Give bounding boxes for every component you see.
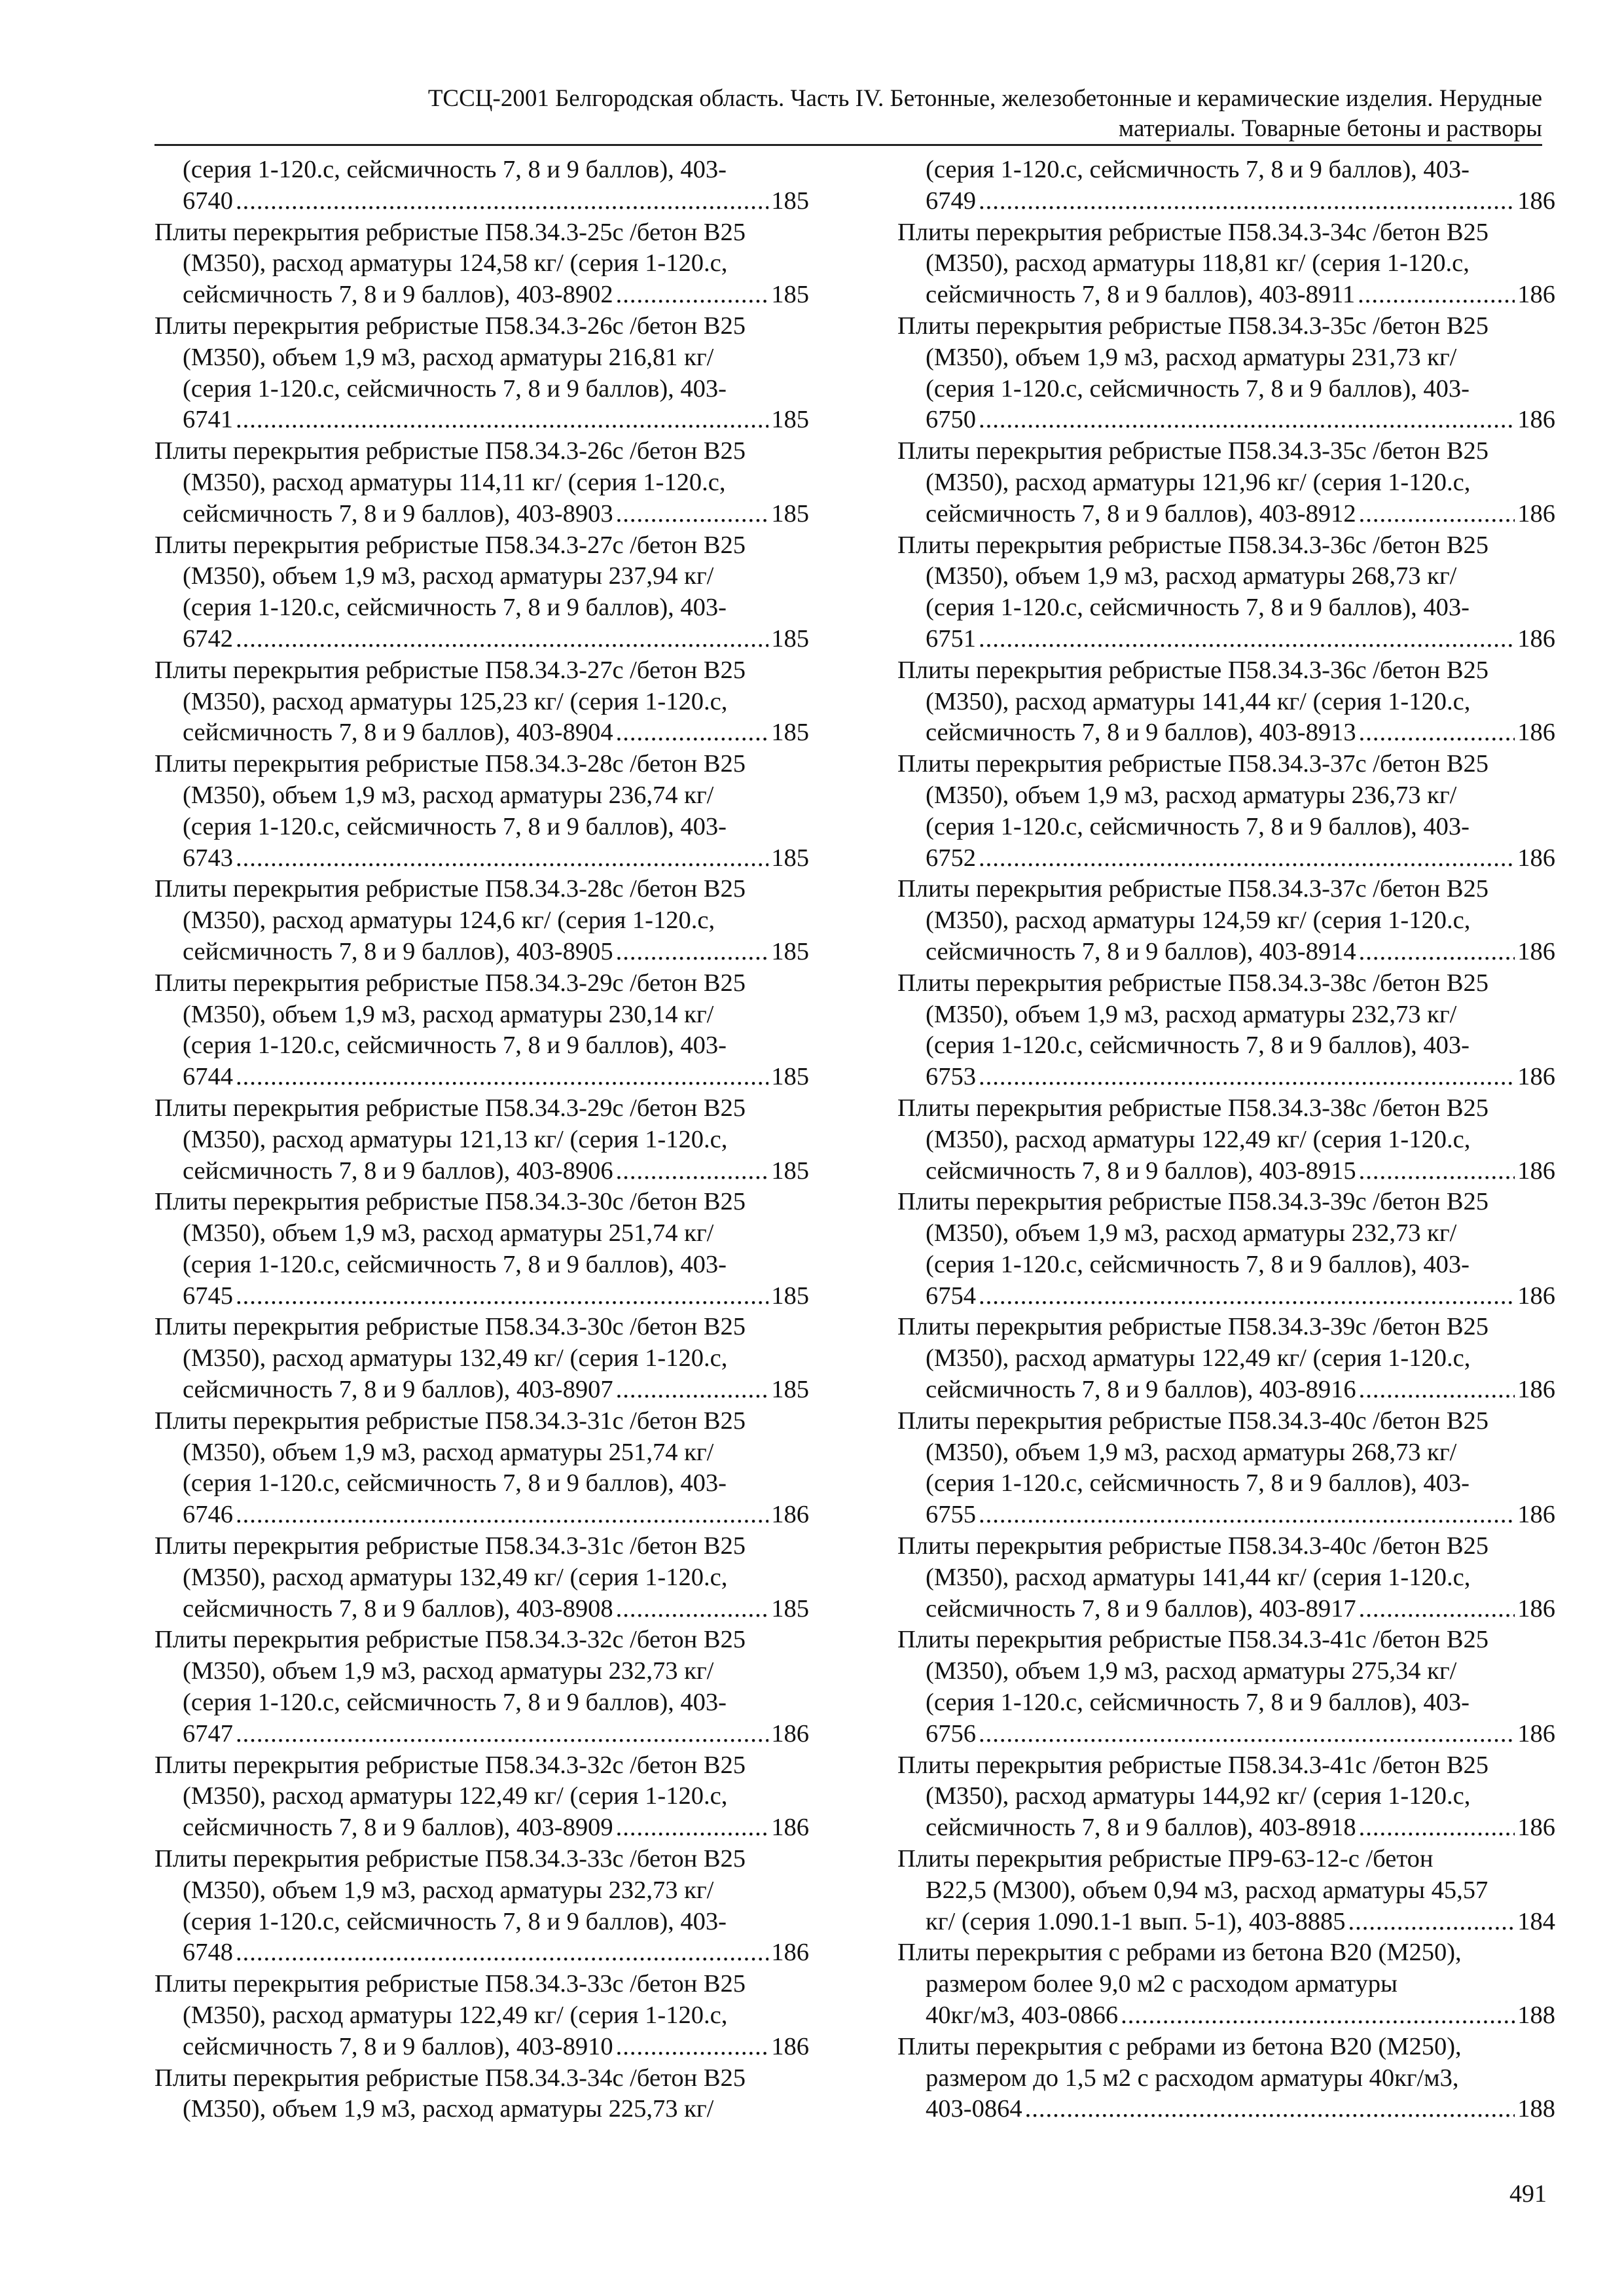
entry-text-line: (серия 1-120.с, сейсмичность 7, 8 и 9 баллов), 403- (183, 1031, 727, 1060)
entry-page-number: 185 (771, 1376, 809, 1404)
entry-text-line: (серия 1-120.с, сейсмичность 7, 8 и 9 баллов), 403- (183, 156, 727, 183)
entry-reference: сейсмичность 7, 8 и 9 баллов), 403-8913 (926, 719, 1356, 747)
entry-text-line: Плиты перекрытия ребристые П58.34.3-28с /бетон В25 (154, 750, 746, 778)
dot-leader (1359, 499, 1515, 530)
entry-page-number: 186 (1517, 624, 1555, 653)
index-entry (897, 1750, 1555, 1844)
entry-text-line: (М350), объем 1,9 м3, расход арматуры 275,34 кг/ (926, 1657, 1457, 1685)
entry-text-line: Плиты перекрытия ребристые П58.34.3-41с /бетон В25 (897, 1626, 1489, 1654)
entry-page-number: 186 (1517, 1501, 1555, 1529)
entry-text-line: Плиты перекрытия ребристые П58.34.3-30с /бетон В25 (154, 1188, 746, 1216)
entry-reference: сейсмичность 7, 8 и 9 баллов), 403-8912 (926, 499, 1356, 528)
entry-leader-line (897, 843, 1555, 874)
entry-leader-line (897, 1062, 1555, 1093)
dot-leader (236, 1719, 768, 1750)
dot-leader (236, 1937, 768, 1969)
entry-text-line: (серия 1-120.с, сейсмичность 7, 8 и 9 баллов), 403- (183, 1907, 727, 1935)
entry-reference: сейсмичность 7, 8 и 9 баллов), 403-8905 (183, 937, 613, 965)
entry-leader-line (154, 624, 809, 655)
entry-page-number: 185 (771, 1594, 809, 1623)
entry-text-line: (М350), расход арматуры 141,44 кг/ (серия 1-120.с, (926, 1563, 1471, 1591)
entry-page-number: 185 (771, 719, 809, 747)
index-entry (154, 1312, 809, 1405)
index-column-left (154, 154, 809, 2125)
index-entry (154, 1531, 809, 1624)
index-entry (897, 2032, 1555, 2125)
entry-text-line: Плиты перекрытия ребристые П58.34.3-41с /бетон В25 (897, 1751, 1489, 1779)
entry-text-line: (М350), объем 1,9 м3, расход арматуры 232,73 кг/ (926, 1219, 1457, 1247)
dot-leader (1359, 1812, 1515, 1844)
entry-text-line: (серия 1-120.с, сейсмичность 7, 8 и 9 баллов), 403- (926, 1469, 1470, 1498)
index-entry (154, 311, 809, 436)
entry-reference: 6749 (926, 187, 976, 215)
entry-page-number: 186 (1517, 1063, 1555, 1091)
entry-leader-line (154, 1719, 809, 1750)
entry-page-number: 185 (771, 187, 809, 215)
index-entry (154, 874, 809, 967)
entry-leader-line (897, 1499, 1555, 1531)
entry-page-number: 186 (1517, 1376, 1555, 1404)
index-entry (897, 1406, 1555, 1531)
entry-reference: сейсмичность 7, 8 и 9 баллов), 403-8909 (183, 1814, 613, 1842)
index-entry (897, 1531, 1555, 1624)
dot-leader (616, 2032, 769, 2063)
entry-text-line: (серия 1-120.с, сейсмичность 7, 8 и 9 баллов), 403- (926, 1031, 1470, 1060)
entry-text-line: (М350), расход арматуры 122,49 кг/ (серия 1-120.с, (926, 1125, 1471, 1153)
entry-page-number: 186 (771, 1814, 809, 1842)
entry-leader-line (154, 1281, 809, 1312)
entry-reference: 6750 (926, 406, 976, 434)
entry-text-line: Плиты перекрытия ребристые П58.34.3-34с /бетон В25 (897, 218, 1489, 246)
dot-leader (616, 1374, 769, 1406)
entry-text-line: Плиты перекрытия ребристые П58.34.3-26с /бетон В25 (154, 312, 746, 340)
entry-reference: сейсмичность 7, 8 и 9 баллов), 403-8903 (183, 499, 613, 528)
entry-page-number: 186 (1517, 1282, 1555, 1310)
entry-text-line: Плиты перекрытия ребристые ПР9-63-12-с /бетон (897, 1845, 1434, 1873)
dot-leader (236, 1062, 768, 1093)
entry-page-number: 186 (1517, 937, 1555, 965)
dot-leader (236, 1499, 768, 1531)
entry-text-line: Плиты перекрытия с ребрами из бетона В20 (М250), (897, 2032, 1462, 2060)
entry-reference: сейсмичность 7, 8 и 9 баллов), 403-8914 (926, 937, 1356, 965)
entry-text-line: размером более 9,0 м2 с расходом арматуры (926, 1970, 1398, 1998)
entry-text-line: (М350), объем 1,9 м3, расход арматуры 216,81 кг/ (183, 343, 714, 371)
index-entry (154, 530, 809, 655)
entry-text-line: Плиты перекрытия ребристые П58.34.3-29с /бетон В25 (154, 969, 746, 997)
entry-leader-line (897, 1594, 1555, 1625)
entry-text-line: (М350), расход арматуры 122,49 кг/ (серия 1-120.с, (926, 1344, 1471, 1372)
index-entry (154, 1844, 809, 1969)
entry-leader-line (154, 843, 809, 874)
entry-page-number: 186 (1517, 1814, 1555, 1842)
entry-text-line: Плиты перекрытия ребристые П58.34.3-40с /бетон В25 (897, 1532, 1489, 1560)
entry-text-line: Плиты перекрытия ребристые П58.34.3-38с /бетон В25 (897, 969, 1489, 997)
entry-text-line: Плиты перекрытия ребристые П58.34.3-26с /бетон В25 (154, 437, 746, 465)
entry-page-number: 186 (1517, 406, 1555, 434)
index-entry (154, 217, 809, 311)
entry-reference: 6754 (926, 1282, 976, 1310)
running-header (154, 84, 1542, 146)
entry-text-line: Плиты перекрытия ребристые П58.34.3-32с /бетон В25 (154, 1626, 746, 1654)
index-entry (897, 436, 1555, 529)
entry-text-line: (серия 1-120.с, сейсмичность 7, 8 и 9 баллов), 403- (926, 1250, 1470, 1278)
entry-leader-line (154, 1156, 809, 1187)
entry-page-number: 185 (771, 937, 809, 965)
entry-reference: 6740 (183, 187, 233, 215)
dot-leader (1348, 1907, 1515, 1938)
entry-page-number: 185 (771, 1157, 809, 1185)
entry-leader-line (154, 1594, 809, 1625)
index-entry (154, 2063, 809, 2126)
entry-reference: сейсмичность 7, 8 и 9 баллов), 403-8916 (926, 1376, 1356, 1404)
entry-leader-line (154, 2032, 809, 2063)
entry-text-line: Плиты перекрытия с ребрами из бетона В20 (М250), (897, 1939, 1462, 1967)
entry-text-line: (серия 1-120.с, сейсмичность 7, 8 и 9 баллов), 403- (926, 594, 1470, 622)
dot-leader (616, 1594, 769, 1625)
entry-text-line: (М350), расход арматуры 124,58 кг/ (серия 1-120.с, (183, 249, 728, 278)
entry-text-line: (М350), расход арматуры 122,49 кг/ (серия 1-120.с, (183, 2001, 728, 2030)
entry-text-line: (серия 1-120.с, сейсмичность 7, 8 и 9 баллов), 403- (926, 374, 1470, 403)
entry-page-number: 184 (1517, 1907, 1555, 1935)
entry-text-line: (М350), объем 1,9 м3, расход арматуры 237,94 кг/ (183, 562, 714, 590)
entry-text-line: Плиты перекрытия ребристые П58.34.3-35с /бетон В25 (897, 437, 1489, 465)
entry-leader-line (154, 186, 809, 217)
entry-text-line: В22,5 (М300), объем 0,94 м3, расход арматуры 45,57 (926, 1876, 1489, 1904)
entry-text-line: Плиты перекрытия ребристые П58.34.3-25с /бетон В25 (154, 218, 746, 246)
entry-text-line: Плиты перекрытия ребристые П58.34.3-36с /бетон В25 (897, 656, 1489, 684)
page-number: 491 (1509, 2180, 1547, 2208)
entry-text-line: (М350), расход арматуры 121,96 кг/ (серия 1-120.с, (926, 468, 1471, 496)
entry-text-line: (серия 1-120.с, сейсмичность 7, 8 и 9 баллов), 403- (183, 594, 727, 622)
entry-text-line: Плиты перекрытия ребристые П58.34.3-27с /бетон В25 (154, 656, 746, 684)
dot-leader (616, 1156, 769, 1187)
entry-text-line: Плиты перекрытия ребристые П58.34.3-36с /бетон В25 (897, 531, 1489, 559)
entry-leader-line (897, 1281, 1555, 1312)
entry-leader-line (897, 2094, 1555, 2125)
entry-reference: сейсмичность 7, 8 и 9 баллов), 403-8911 (926, 281, 1356, 309)
index-entry (897, 1187, 1555, 1312)
entry-reference: 6746 (183, 1501, 233, 1529)
entry-text-line: (М350), расход арматуры 122,49 кг/ (серия 1-120.с, (183, 1782, 728, 1810)
entry-leader-line (154, 1937, 809, 1969)
entry-leader-line (897, 1374, 1555, 1406)
entry-reference: сейсмичность 7, 8 и 9 баллов), 403-8915 (926, 1157, 1356, 1185)
dot-leader (979, 1062, 1515, 1093)
index-entry (897, 1937, 1555, 2031)
entry-text-line: Плиты перекрытия ребристые П58.34.3-31с /бетон В25 (154, 1407, 746, 1435)
entry-leader-line (154, 279, 809, 311)
entry-reference: 6752 (926, 844, 976, 872)
entry-leader-line (154, 1812, 809, 1844)
entry-leader-line (897, 499, 1555, 530)
entry-reference: сейсмичность 7, 8 и 9 баллов), 403-8907 (183, 1376, 613, 1404)
entry-page-number: 186 (1517, 187, 1555, 215)
entry-text-line: (серия 1-120.с, сейсмичность 7, 8 и 9 баллов), 403- (926, 156, 1470, 183)
dot-leader (979, 843, 1515, 874)
dot-leader (979, 1719, 1515, 1750)
index-column-right (897, 154, 1555, 2125)
dot-leader (979, 186, 1515, 217)
entry-text-line: (М350), объем 1,9 м3, расход арматуры 268,73 кг/ (926, 1438, 1457, 1466)
entry-leader-line (154, 499, 809, 530)
entry-text-line: (М350), объем 1,9 м3, расход арматуры 230,14 кг/ (183, 1000, 714, 1028)
entry-text-line: Плиты перекрытия ребристые П58.34.3-30с /бетон В25 (154, 1313, 746, 1341)
entry-leader-line (897, 186, 1555, 217)
entry-text-line: (М350), расход арматуры 132,49 кг/ (серия 1-120.с, (183, 1344, 728, 1372)
entry-text-line: (М350), объем 1,9 м3, расход арматуры 251,74 кг/ (183, 1438, 714, 1466)
entry-text-line: Плиты перекрытия ребристые П58.34.3-27с /бетон В25 (154, 531, 746, 559)
entry-page-number: 186 (1517, 719, 1555, 747)
dot-leader (616, 279, 769, 311)
entry-text-line: Плиты перекрытия ребристые П58.34.3-37с /бетон В25 (897, 875, 1489, 903)
dot-leader (1359, 1156, 1515, 1187)
dot-leader (236, 186, 768, 217)
entry-reference: сейсмичность 7, 8 и 9 баллов), 403-8902 (183, 281, 613, 309)
index-entry (154, 1624, 809, 1749)
entry-text-line: (серия 1-120.с, сейсмичность 7, 8 и 9 баллов), 403- (183, 1250, 727, 1278)
entry-page-number: 186 (1517, 1719, 1555, 1748)
dot-leader (236, 404, 768, 436)
dot-leader (616, 937, 769, 968)
entry-text-line: Плиты перекрытия ребристые П58.34.3-33с /бетон В25 (154, 1845, 746, 1873)
entry-page-number: 186 (771, 1501, 809, 1529)
entry-page-number: 186 (771, 1719, 809, 1748)
entry-page-number: 185 (771, 406, 809, 434)
dot-leader (616, 717, 769, 749)
entry-leader-line (154, 1499, 809, 1531)
entry-reference: кг/ (серия 1.090.1-1 вып. 5-1), 403-8885 (926, 1907, 1346, 1935)
entry-text-line: (М350), объем 1,9 м3, расход арматуры 232,73 кг/ (183, 1876, 714, 1904)
entry-text-line: (М350), объем 1,9 м3, расход арматуры 231,73 кг/ (926, 343, 1457, 371)
index-entry (897, 530, 1555, 655)
entry-page-number: 186 (771, 2032, 809, 2060)
index-entry (154, 1187, 809, 1312)
dot-leader (236, 843, 768, 874)
header-line-2: материалы. Товарные бетоны и растворы (1118, 115, 1542, 142)
index-entry (154, 1406, 809, 1531)
entry-reference: сейсмичность 7, 8 и 9 баллов), 403-8917 (926, 1594, 1356, 1623)
index-entry (897, 874, 1555, 967)
entry-reference: сейсмичность 7, 8 и 9 баллов), 403-8906 (183, 1157, 613, 1185)
entry-reference: 6755 (926, 1501, 976, 1529)
entry-text-line: (М350), расход арматуры 125,23 кг/ (серия 1-120.с, (183, 687, 728, 715)
entry-page-number: 185 (771, 844, 809, 872)
entry-page-number: 185 (771, 281, 809, 309)
index-entry (154, 154, 809, 217)
index-entry (897, 1844, 1555, 1937)
entry-text-line: (М350), расход арматуры 114,11 кг/ (серия 1-120.с, (183, 468, 726, 496)
entry-reference: 6743 (183, 844, 233, 872)
index-entry (897, 154, 1555, 217)
entry-page-number: 186 (771, 1939, 809, 1967)
entry-page-number: 186 (1517, 499, 1555, 528)
entry-reference: 6756 (926, 1719, 976, 1748)
entry-text-line: (М350), расход арматуры 141,44 кг/ (серия 1-120.с, (926, 687, 1471, 715)
entry-leader-line (897, 279, 1555, 311)
entry-reference: 6753 (926, 1063, 976, 1091)
entry-text-line: Плиты перекрытия ребристые П58.34.3-39с /бетон В25 (897, 1188, 1489, 1216)
entry-reference: сейсмичность 7, 8 и 9 баллов), 403-8918 (926, 1814, 1356, 1842)
entry-page-number: 186 (1517, 844, 1555, 872)
index-entry (897, 1093, 1555, 1187)
entry-text-line: (М350), объем 1,9 м3, расход арматуры 236,73 кг/ (926, 781, 1457, 809)
entry-leader-line (154, 717, 809, 749)
index-entry (897, 968, 1555, 1093)
entry-text-line: Плиты перекрытия ребристые П58.34.3-37с /бетон В25 (897, 750, 1489, 778)
dot-leader (1025, 2094, 1515, 2125)
entry-text-line: Плиты перекрытия ребристые П58.34.3-28с /бетон В25 (154, 875, 746, 903)
entry-text-line: размером до 1,5 м2 с расходом арматуры 40кг/м3, (926, 2064, 1459, 2092)
index-entry (154, 749, 809, 874)
entry-reference: сейсмичность 7, 8 и 9 баллов), 403-8908 (183, 1594, 613, 1623)
entry-text-line: (М350), расход арматуры 118,81 кг/ (серия 1-120.с, (926, 249, 1470, 278)
entry-text-line: (М350), объем 1,9 м3, расход арматуры 232,73 кг/ (926, 1000, 1457, 1028)
index-entry (897, 749, 1555, 874)
entry-leader-line (897, 717, 1555, 749)
entry-page-number: 185 (771, 1063, 809, 1091)
entry-text-line: (М350), объем 1,9 м3, расход арматуры 232,73 кг/ (183, 1657, 714, 1685)
index-entry (154, 436, 809, 529)
entry-text-line: (М350), объем 1,9 м3, расход арматуры 268,73 кг/ (926, 562, 1457, 590)
dot-leader (1359, 717, 1515, 749)
entry-text-line: Плиты перекрытия ребристые П58.34.3-32с /бетон В25 (154, 1751, 746, 1779)
entry-leader-line (897, 1907, 1555, 1938)
entry-text-line: (М350), расход арматуры 121,13 кг/ (серия 1-120.с, (183, 1125, 728, 1153)
entry-reference: 6748 (183, 1939, 233, 1967)
entry-text-line: Плиты перекрытия ребристые П58.34.3-35с /бетон В25 (897, 312, 1489, 340)
entry-leader-line (897, 624, 1555, 655)
entry-text-line: Плиты перекрытия ребристые П58.34.3-40с /бетон В25 (897, 1407, 1489, 1435)
entry-reference: 6744 (183, 1063, 233, 1091)
dot-leader (1358, 279, 1515, 311)
dot-leader (979, 624, 1515, 655)
dot-leader (616, 499, 769, 530)
entry-reference: сейсмичность 7, 8 и 9 баллов), 403-8910 (183, 2032, 613, 2060)
index-entry (897, 1312, 1555, 1405)
index-entry (897, 1624, 1555, 1749)
entry-text-line: (серия 1-120.с, сейсмичность 7, 8 и 9 баллов), 403- (183, 1689, 727, 1717)
entry-page-number: 186 (1517, 281, 1555, 309)
entry-leader-line (154, 937, 809, 968)
entry-leader-line (154, 404, 809, 436)
entry-page-number: 188 (1517, 2001, 1555, 2030)
entry-text-line: Плиты перекрытия ребристые П58.34.3-34с /бетон В25 (154, 2064, 746, 2092)
entry-text-line: Плиты перекрытия ребристые П58.34.3-39с /бетон В25 (897, 1313, 1489, 1341)
dot-leader (1359, 1594, 1515, 1625)
dot-leader (1121, 2000, 1515, 2032)
dot-leader (979, 1281, 1515, 1312)
entry-leader-line (897, 404, 1555, 436)
entry-leader-line (154, 1374, 809, 1406)
dot-leader (1359, 937, 1515, 968)
entry-page-number: 186 (1517, 1594, 1555, 1623)
entry-text-line: Плиты перекрытия ребристые П58.34.3-38с /бетон В25 (897, 1094, 1489, 1122)
entry-reference: 6751 (926, 624, 976, 653)
entry-text-line: (серия 1-120.с, сейсмичность 7, 8 и 9 баллов), 403- (926, 812, 1470, 840)
entry-text-line: (М350), объем 1,9 м3, расход арматуры 236,74 кг/ (183, 781, 714, 809)
entry-reference: 6742 (183, 624, 233, 653)
entry-text-line: (серия 1-120.с, сейсмичность 7, 8 и 9 баллов), 403- (183, 1469, 727, 1498)
entry-text-line: (серия 1-120.с, сейсмичность 7, 8 и 9 баллов), 403- (926, 1689, 1470, 1717)
index-entry (154, 1093, 809, 1187)
entry-text-line: (М350), расход арматуры 124,59 кг/ (серия 1-120.с, (926, 906, 1471, 935)
entry-text-line: Плиты перекрытия ребристые П58.34.3-29с /бетон В25 (154, 1094, 746, 1122)
entry-text-line: (М350), объем 1,9 м3, расход арматуры 251,74 кг/ (183, 1219, 714, 1247)
entry-reference: 6747 (183, 1719, 233, 1748)
entry-reference: сейсмичность 7, 8 и 9 баллов), 403-8904 (183, 719, 613, 747)
entry-leader-line (897, 1719, 1555, 1750)
entry-leader-line (897, 937, 1555, 968)
index-entry (897, 311, 1555, 436)
entry-text-line: (серия 1-120.с, сейсмичность 7, 8 и 9 баллов), 403- (183, 812, 727, 840)
entry-text-line: (М350), расход арматуры 124,6 кг/ (серия 1-120.с, (183, 906, 715, 935)
entry-page-number: 186 (1517, 1157, 1555, 1185)
index-entry (154, 1750, 809, 1844)
entry-text-line: Плиты перекрытия ребристые П58.34.3-33с /бетон В25 (154, 1970, 746, 1998)
entry-text-line: Плиты перекрытия ребристые П58.34.3-31с /бетон В25 (154, 1532, 746, 1560)
entry-reference: 6745 (183, 1282, 233, 1310)
entry-text-line: (М350), расход арматуры 144,92 кг/ (серия 1-120.с, (926, 1782, 1471, 1810)
entry-page-number: 185 (771, 1282, 809, 1310)
entry-reference: 6741 (183, 406, 233, 434)
entry-leader-line (897, 2000, 1555, 2032)
header-line-1: ТССЦ-2001 Белгородская область. Часть IV. Бетонные, железобетонные и керамические изделия. Нерудные (427, 85, 1542, 112)
index-entry (897, 655, 1555, 749)
entry-page-number: 185 (771, 499, 809, 528)
index-entry (897, 217, 1555, 311)
index-entry (154, 1969, 809, 2062)
index-entry (154, 968, 809, 1093)
entry-text-line: (М350), объем 1,9 м3, расход арматуры 225,73 кг/ (183, 2095, 714, 2123)
dot-leader (236, 624, 768, 655)
entry-leader-line (154, 1062, 809, 1093)
dot-leader (1359, 1374, 1515, 1406)
dot-leader (616, 1812, 769, 1844)
index-entry (154, 655, 809, 749)
entry-reference: 40кг/м3, 403-0866 (926, 2001, 1119, 2030)
entry-page-number: 188 (1517, 2095, 1555, 2123)
entry-text-line: (серия 1-120.с, сейсмичность 7, 8 и 9 баллов), 403- (183, 374, 727, 403)
entry-text-line: (М350), расход арматуры 132,49 кг/ (серия 1-120.с, (183, 1563, 728, 1591)
dot-leader (236, 1281, 768, 1312)
dot-leader (979, 404, 1515, 436)
entry-reference: 403-0864 (926, 2095, 1022, 2123)
entry-leader-line (897, 1156, 1555, 1187)
entry-leader-line (897, 1812, 1555, 1844)
entry-page-number: 185 (771, 624, 809, 653)
dot-leader (979, 1499, 1515, 1531)
